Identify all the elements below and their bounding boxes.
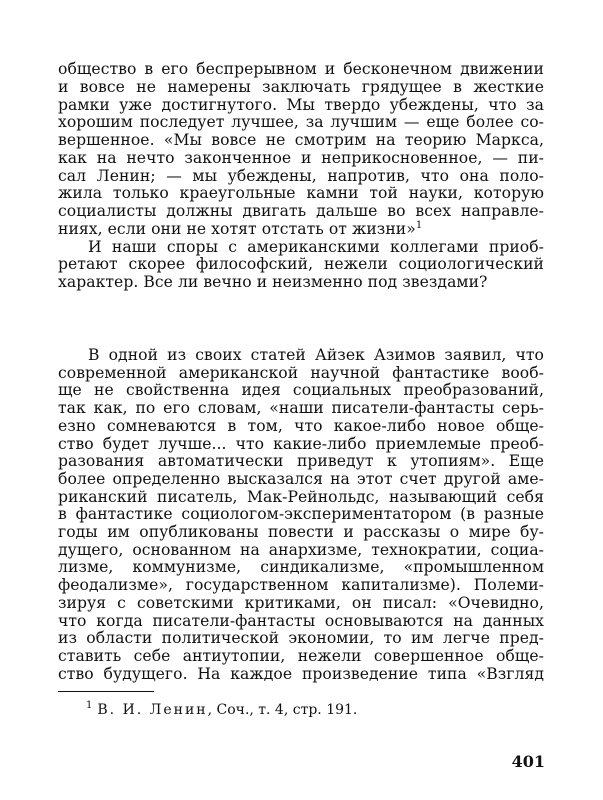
text-line: И наши споры с американскими коллегами приоб- (88, 237, 544, 256)
text-line: характер. Все ли вечно и неизменно под звездами? (58, 273, 488, 291)
text-line: что когда писатели-фантасты основываются на данных (58, 611, 544, 630)
text-line: из области политической экономии, то им легче пред- (58, 629, 544, 648)
text-line: и вовсе не намерены заключать грядущее в жесткие (58, 77, 544, 96)
text-line: феодализме», государственном капитализме). Полеми- (58, 576, 544, 595)
footnote-citation: , Соч., т. 4, стр. 191. (207, 702, 358, 718)
text-line: сал Ленин; — мы убеждены, напротив, что она поло- (58, 166, 544, 185)
footnote-divider (58, 691, 154, 692)
footnote-reference: 1 (415, 219, 423, 231)
text-line: социалисты должны двигать дальше во всех направле- (58, 202, 544, 220)
text-line: общество в его беспрерывном и бесконечном движении (58, 60, 544, 78)
text-line: жила только краеугольные камни той науки, которую (58, 184, 544, 203)
text-line (58, 220, 544, 238)
footnote-author: В. И. Ленин (97, 702, 208, 718)
text-line: как на нечто законченное и неприкосновенное, — пи- (58, 148, 544, 167)
text-line: В одной из своих статей Айзек Азимов заявил, что (88, 346, 544, 364)
text-line: лизме, коммунизме, синдикализме, «промышленном (58, 558, 544, 577)
text-line: годы им опубликованы повести и рассказы о мире бу- (58, 523, 544, 541)
text-line-content: ниях, если они не хотят отстать от жизни» (58, 219, 416, 238)
text-line: рамки уже достигнутого. Мы твердо убеждены, что за (58, 95, 544, 114)
text-line: ще не свойственна идея социальных преобразований, (58, 381, 544, 400)
footnote (86, 700, 357, 720)
text-line: ство будущего. На каждое произведение типа «Взгляд (58, 664, 544, 683)
page-number: 401 (511, 752, 545, 771)
footnote-mark: 1 (86, 700, 93, 712)
text-line: езно сомневаются в том, что какое-либо новое обще- (58, 416, 544, 435)
text-line: в фантастике социологом-экспериментатором (в разные (58, 505, 544, 524)
text-line: дущего, основанном на анархизме, технократии, социа- (58, 540, 544, 559)
text-line: зируя с советскими критиками, он писал: «Очевидно, (58, 593, 544, 612)
text-line: так как, по его словам, «наши писатели-фантасты серь- (58, 399, 544, 418)
text-line: ство будет лучше... что какие-либо приемлемые преоб- (58, 434, 544, 453)
text-line: современной американской научной фантастике вооб- (58, 363, 544, 382)
text-line: более определенно высказался на этот счет другой аме- (58, 469, 544, 488)
text-line: ставить себе антиутопии, нежели совершенное обще- (58, 646, 544, 665)
text-line: риканский писатель, Мак-Рейнольдс, называющий себя (58, 487, 544, 506)
text-line: хорошим последует лучшее, за лучшим — еще более со- (58, 113, 544, 132)
text-line: ретают скорее философский, нежели социологический (58, 255, 544, 274)
text-line: разования автоматически приведут к утопиям». Еще (58, 452, 544, 471)
text-line: вершенное. «Мы вовсе не смотрим на теорию Маркса, (58, 131, 544, 149)
